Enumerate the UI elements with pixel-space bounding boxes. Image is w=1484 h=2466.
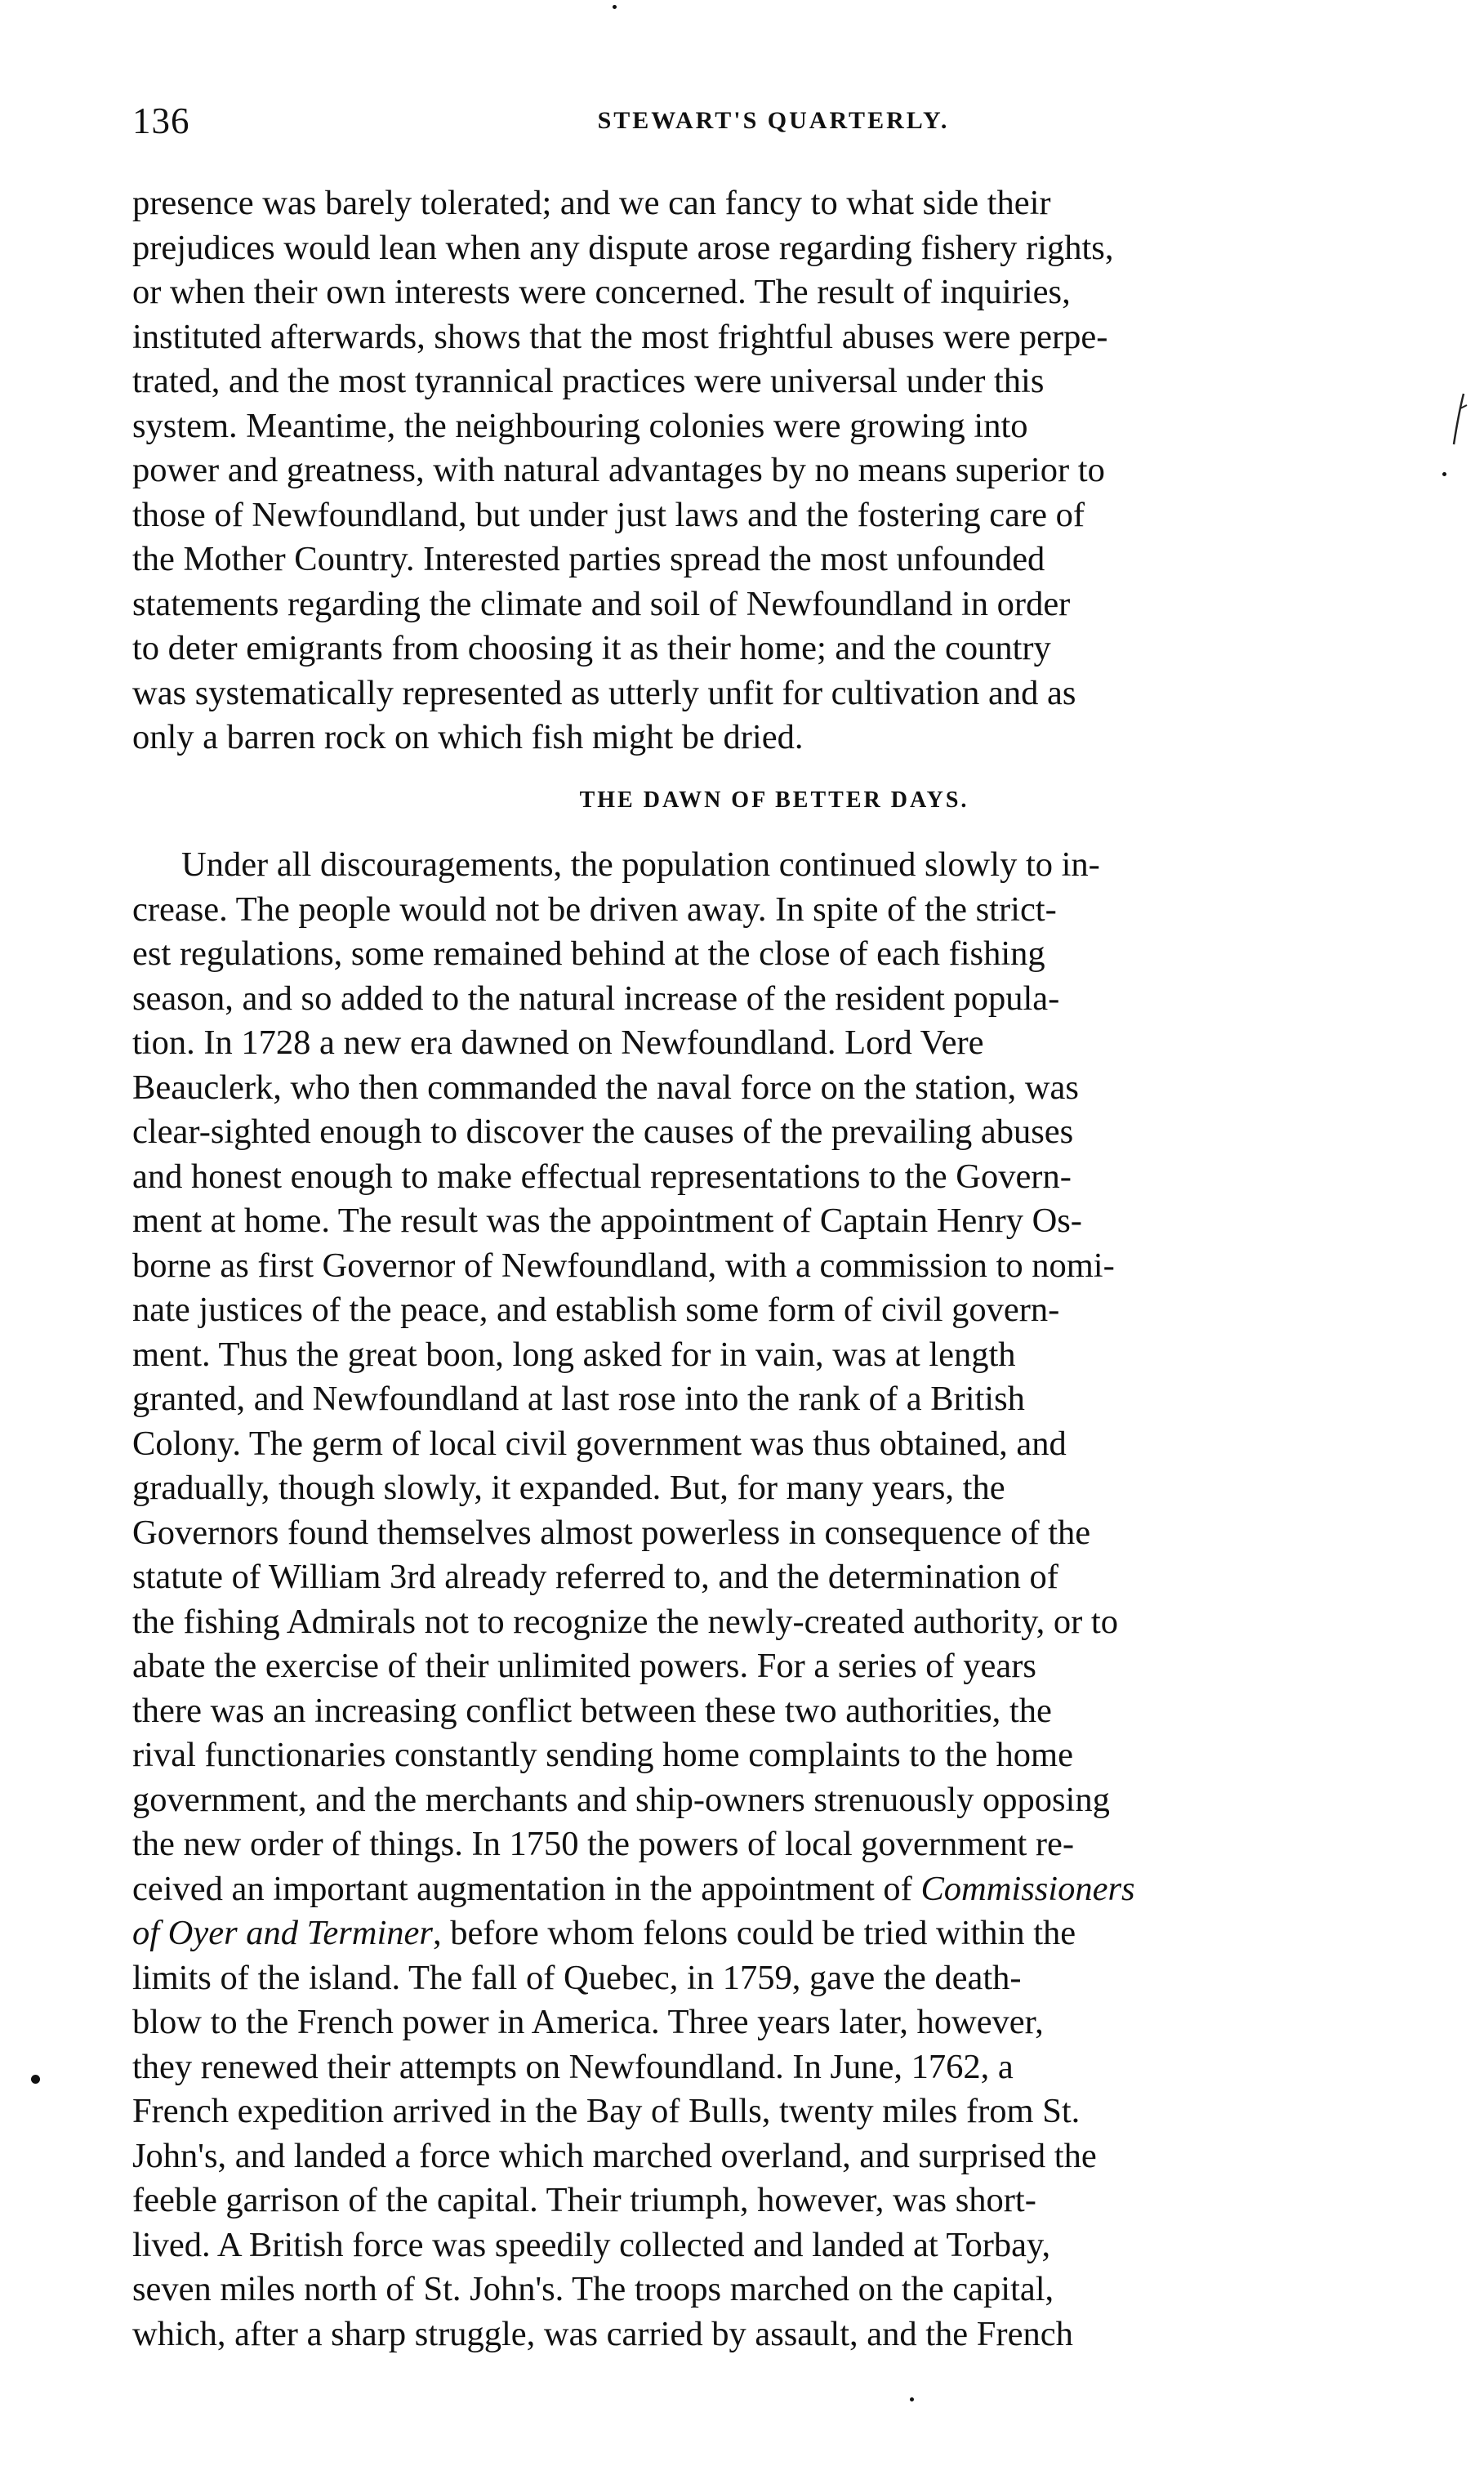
text-line: limits of the island. The fall of Quebec, in 1759, gave the death-	[132, 1958, 1022, 1997]
text-line: which, after a sharp struggle, was carried by assault, and the French	[132, 2314, 1073, 2353]
text-line: blow to the French power in America. Three years later, however,	[132, 2003, 1044, 2041]
text-line: or when their own interests were concerned. The result of inquiries,	[132, 273, 1071, 311]
text-line: gradually, though slowly, it expanded. But, for many years, the	[132, 1469, 1005, 1507]
text-line: borne as first Governor of Newfoundland, with a commission to nomi-	[132, 1246, 1115, 1285]
text-line: rival functionaries constantly sending home complaints to the home	[132, 1736, 1073, 1774]
text-line: season, and so added to the natural increase of the resident popula-	[132, 979, 1060, 1018]
text-line: John's, and landed a force which marched overland, and surprised the	[132, 2136, 1097, 2175]
paragraph-1	[132, 181, 1416, 760]
text-line: there was an increasing conflict between these two authorities, the	[132, 1691, 1052, 1730]
margin-pencil-mark	[1446, 390, 1470, 448]
text-line: feeble garrison of the capital. Their triumph, however, was short-	[132, 2181, 1036, 2219]
page-header	[132, 96, 1415, 145]
section-heading: THE DAWN OF BETTER DAYS.	[579, 787, 969, 813]
ink-speck	[910, 2397, 914, 2401]
text-line: was systematically represented as utterly unfit for cultivation and as	[132, 673, 1076, 712]
text-line: statements regarding the climate and soil of Newfoundland in order	[132, 584, 1071, 623]
text-line: granted, and Newfoundland at last rose into the rank of a British	[132, 1380, 1025, 1418]
text-line: the fishing Admirals not to recognize the newly-created authority, or to	[132, 1602, 1118, 1641]
text-line: those of Newfoundland, but under just laws and the fostering care of	[132, 495, 1085, 534]
text-line: Colony. The germ of local civil government was thus obtained, and	[132, 1424, 1067, 1463]
text-line: nate justices of the peace, and establish some form of civil govern-	[132, 1291, 1060, 1329]
text-line: Beauclerk, who then commanded the naval force on the station, was	[132, 1068, 1079, 1107]
text-line: abate the exercise of their unlimited powers. For a series of years	[132, 1647, 1036, 1685]
text-line: Governors found themselves almost powerless in consequence of the	[132, 1513, 1091, 1552]
text-line: to deter emigrants from choosing it as their home; and the country	[132, 629, 1051, 667]
paragraph-2	[132, 843, 1416, 2357]
italic-term: Commissioners	[920, 1869, 1135, 1908]
text-line: est regulations, some remained behind at the close of each fishing	[132, 934, 1045, 973]
ink-speck	[1442, 472, 1446, 476]
text-line: ment. Thus the great boon, long asked for in vain, was at length	[132, 1335, 1016, 1374]
text-line: trated, and the most tyrannical practices were universal under this	[132, 362, 1045, 400]
ink-speck	[613, 5, 617, 9]
text-line: crease. The people would not be driven away. In spite of the strict-	[132, 890, 1057, 929]
text-line: Under all discouragements, the population continued slowly to in-	[181, 845, 1100, 884]
text-line: clear-sighted enough to discover the causes of the prevailing abuses	[132, 1113, 1074, 1151]
text-line: French expedition arrived in the Bay of Bulls, twenty miles from St.	[132, 2092, 1081, 2130]
text-line: tion. In 1728 a new era dawned on Newfoundland. Lord Vere	[132, 1023, 984, 1062]
ink-speck	[31, 2075, 40, 2084]
text-line: the Mother Country. Interested parties spread the most unfounded	[132, 540, 1045, 578]
text-line: statute of William 3rd already referred to, and the determination of	[132, 1558, 1058, 1596]
text-line: lived. A British force was speedily collected and landed at Torbay,	[132, 2225, 1051, 2264]
text-line: power and greatness, with natural advantages by no means superior to	[132, 451, 1105, 489]
text-line: instituted afterwards, shows that the most frightful abuses were perpe-	[132, 317, 1108, 356]
italic-term: of Oyer and Terminer	[132, 1914, 433, 1952]
page-number: 136	[132, 100, 190, 141]
text-line: government, and the merchants and ship-owners strenuously opposing	[132, 1780, 1110, 1819]
text-line: system. Meantime, the neighbouring colonies were growing into	[132, 406, 1028, 445]
text-line: they renewed their attempts on Newfoundland. In June, 1762, a	[132, 2047, 1014, 2086]
text-line: and honest enough to make effectual representations to the Govern-	[132, 1157, 1072, 1196]
text-line: ment at home. The result was the appointment of Captain Henry Os-	[132, 1202, 1082, 1240]
text-line: seven miles north of St. John's. The troops marched on the capital,	[132, 2270, 1054, 2308]
text-line: the new order of things. In 1750 the powers of local government re-	[132, 1825, 1075, 1863]
text-line: prejudices would lean when any dispute arose regarding fishery rights,	[132, 228, 1114, 267]
text-line: only a barren rock on which fish might be dried.	[132, 718, 804, 756]
running-head: STEWART'S QUARTERLY.	[597, 107, 950, 134]
text-line: ceived an important augmentation in the appointment of Commissioners	[132, 1869, 1135, 1908]
text-line: of Oyer and Terminer, before whom felons could be tried within the	[132, 1914, 1076, 1952]
text-line: presence was barely tolerated; and we can fancy to what side their	[132, 184, 1051, 222]
